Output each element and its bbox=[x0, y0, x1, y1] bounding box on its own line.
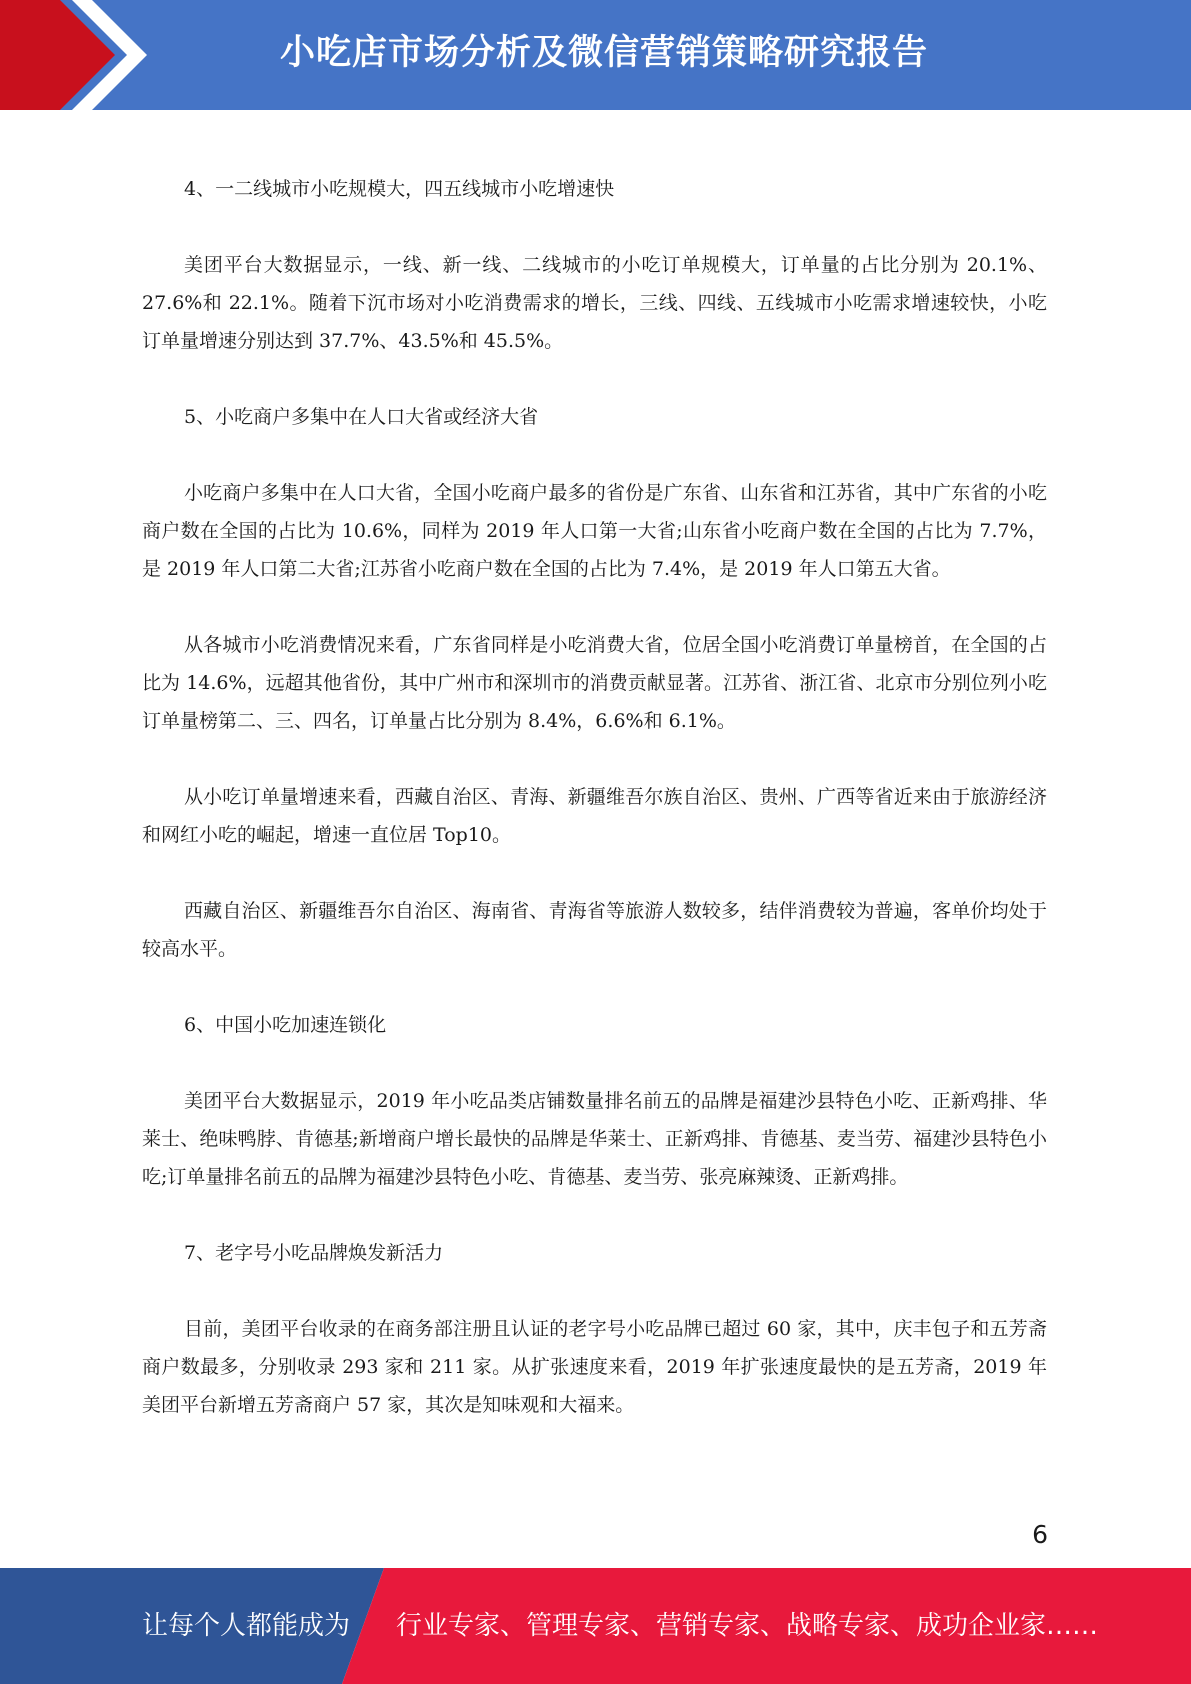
paragraph: 美团平台大数据显示，一线、新一线、二线城市的小吃订单规模大，订单量的占比分别为 20.1%、27.6%和 22.1%。随着下沉市场对小吃消费需求的增长，三线、四线、五线城市小吃需求增速较快，小吃订单量增速分别达到 37.7%、43.5%和 45.5%。 bbox=[142, 254, 1047, 352]
page-number: 6 bbox=[1032, 1520, 1048, 1549]
report-footer bbox=[0, 1568, 1191, 1684]
header-arrow-decoration bbox=[0, 0, 160, 110]
paragraph: 从小吃订单量增速来看，西藏自治区、青海、新疆维吾尔族自治区、贵州、广西等省近来由于旅游经济和网红小吃的崛起，增速一直位居 Top10。 bbox=[142, 786, 1047, 846]
section-heading: 6、中国小吃加速连锁化 bbox=[184, 1014, 387, 1036]
footer-slogan-right: 行业专家、管理专家、营销专家、战略专家、成功企业家…… bbox=[396, 1611, 1099, 1641]
section-heading: 4、一二线城市小吃规模大，四五线城市小吃增速快 bbox=[184, 178, 615, 200]
section-heading: 5、小吃商户多集中在人口大省或经济大省 bbox=[184, 406, 539, 428]
report-title: 小吃店市场分析及微信营销策略研究报告 bbox=[280, 33, 929, 73]
paragraph: 美团平台大数据显示，2019 年小吃品类店铺数量排名前五的品牌是福建沙县特色小吃、正新鸡排、华莱士、绝味鸭脖、肯德基;新增商户增长最快的品牌是华莱士、正新鸡排、肯德基、麦当劳、福建沙县特色小吃;订单量排名前五的品牌为福建沙县特色小吃、肯德基、麦当劳、张亮麻辣烫、正新鸡排。 bbox=[142, 1090, 1047, 1188]
paragraph: 小吃商户多集中在人口大省，全国小吃商户最多的省份是广东省、山东省和江苏省，其中广东省的小吃商户数在全国的占比为 10.6%，同样为 2019 年人口第一大省;山东省小吃商户数在全国的占比为 7.7%，是 2019 年人口第二大省;江苏省小吃商户数在全国的占比为 7.4%，是 2019 年人口第五大省。 bbox=[142, 482, 1047, 580]
paragraph: 目前，美团平台收录的在商务部注册且认证的老字号小吃品牌已超过 60 家，其中，庆丰包子和五芳斋商户数最多，分别收录 293 家和 211 家。从扩张速度来看，2019 年扩张速度最快的是五芳斋，2019 年美团平台新增五芳斋商户 57 家，其次是知味观和大福来。 bbox=[142, 1318, 1047, 1416]
paragraph: 西藏自治区、新疆维吾尔自治区、海南省、青海省等旅游人数较多，结伴消费较为普遍，客单价均处于较高水平。 bbox=[142, 900, 1047, 960]
report-header bbox=[0, 0, 1191, 110]
paragraph: 从各城市小吃消费情况来看，广东省同样是小吃消费大省，位居全国小吃消费订单量榜首，在全国的占比为 14.6%，远超其他省份，其中广州市和深圳市的消费贡献显著。江苏省、浙江省、北京市分别位列小吃订单量榜第二、三、四名，订单量占比分别为 8.4%，6.6%和 6.1%。 bbox=[142, 634, 1047, 732]
report-body bbox=[142, 170, 1047, 1462]
footer-slogan-left: 让每个人都能成为 bbox=[142, 1611, 351, 1641]
section-heading: 7、老字号小吃品牌焕发新活力 bbox=[184, 1242, 444, 1264]
